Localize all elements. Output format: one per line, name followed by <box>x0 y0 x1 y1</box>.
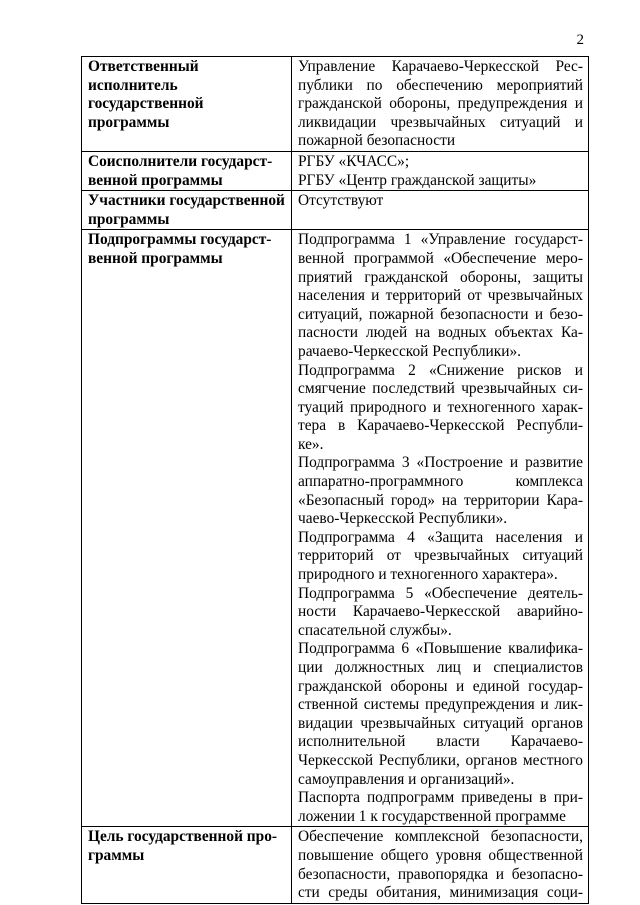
value-paragraph <box>298 585 583 641</box>
value-line: Отсутствуют <box>298 192 384 210</box>
value-line: ситуаций, пожарной безопасности и безо- <box>298 305 583 323</box>
value-paragraph <box>298 362 583 455</box>
value-line: ложении 1 к государственной программе <box>298 807 566 825</box>
value-paragraph <box>298 828 583 902</box>
value-line: Управление Карачаево-Черкесской Рес- <box>298 58 583 75</box>
row-label-line: Соисполнители государст- <box>88 152 273 170</box>
page-number: 2 <box>576 32 584 48</box>
value-line: природного и техногенного характера». <box>298 566 558 584</box>
row-value-cell <box>292 230 589 827</box>
value-line: исполнительной власти Карачаево- <box>298 733 583 751</box>
value-line: РГБУ «КЧАСС»; <box>298 152 410 170</box>
value-line: Черкесской Республики, органов местного <box>298 751 583 769</box>
value-line: пожарной безопасности <box>298 132 456 150</box>
value-line: аппаратно-программного комплекса <box>298 473 583 491</box>
value-line: венной программой «Обеспечение меро- <box>298 249 583 267</box>
row-label-cell <box>82 230 292 827</box>
value-line: Подпрограмма 2 «Снижение рисков и <box>298 361 583 379</box>
value-line: Обеспечение комплексной безопасности, <box>298 828 583 846</box>
row-label-line: программы <box>88 210 170 228</box>
value-line: приятий гражданской обороны, защиты <box>298 268 583 286</box>
value-line: тера в Карачаево-Черкесской Республи- <box>298 417 583 435</box>
row-label-line: Цель государственной про- <box>88 828 278 846</box>
row-label-line: венной программы <box>88 249 223 267</box>
table-row <box>82 230 589 827</box>
value-line: ственной системы предупреждения и лик- <box>298 696 583 714</box>
value-paragraph <box>298 454 583 528</box>
value-line: Паспорта подпрограмм приведены в при- <box>298 789 583 807</box>
table-body <box>82 57 589 904</box>
value-line: спасательной службы». <box>298 621 452 639</box>
table-row <box>82 57 589 152</box>
value-line: сти среды обитания, минимизация соци- <box>298 884 583 902</box>
value-paragraph <box>298 153 583 172</box>
value-line: самоуправления и организаций». <box>298 770 515 788</box>
row-label-cell <box>82 151 292 190</box>
value-line: пасности людей на водных объектах Ка- <box>298 324 583 342</box>
value-paragraph <box>298 192 583 211</box>
value-line: ции должностных лиц и специалистов <box>298 659 583 676</box>
row-label-line: Подпрограммы государст- <box>88 231 272 249</box>
value-line: рачаево-Черкесской Республики». <box>298 342 522 360</box>
value-line: ликвидации чрезвычайных ситуаций и <box>298 113 583 131</box>
value-line: публики по обеспечению мероприятий <box>298 76 583 94</box>
row-value-cell <box>292 57 589 152</box>
value-line: гражданской обороны, предупреждения и <box>298 95 583 113</box>
row-value-cell <box>292 827 589 903</box>
value-line: ности Карачаево-Черкесской аварийно- <box>298 603 583 621</box>
row-label-cell <box>82 57 292 152</box>
value-line: ке». <box>298 435 324 453</box>
value-line: гражданской обороны и единой государ- <box>298 677 583 695</box>
value-line: видации чрезвычайных ситуаций органов <box>298 714 583 732</box>
row-label-line: Участники государственной <box>88 192 285 210</box>
table-row <box>82 151 589 190</box>
row-label-cell <box>82 191 292 230</box>
value-line: Подпрограмма 1 «Управление государст- <box>298 231 583 249</box>
value-paragraph <box>298 231 583 361</box>
row-value-cell <box>292 191 589 230</box>
value-line: РГБУ «Центр гражданской защиты» <box>298 171 537 189</box>
value-line: смягчение последствий чрезвычайных си- <box>298 380 583 398</box>
row-label-line: Ответственный исполнитель <box>88 58 199 94</box>
value-line: Подпрограмма 4 «Защита населения и <box>298 528 583 546</box>
table-row <box>82 191 589 230</box>
row-label-cell <box>82 827 292 903</box>
value-line: Подпрограмма 6 «Повышение квалифика- <box>298 640 583 658</box>
value-line: туаций природного и техногенного харак- <box>298 398 583 416</box>
value-line: повышение общего уровня общественной <box>298 846 583 864</box>
value-paragraph <box>298 58 583 151</box>
row-label-line: граммы <box>88 846 145 864</box>
program-passport-table <box>81 56 589 904</box>
row-value-cell <box>292 151 589 190</box>
table-row <box>82 827 589 903</box>
row-label-line: государственной программы <box>88 95 204 131</box>
value-line: территорий от чрезвычайных ситуаций <box>298 547 583 565</box>
value-paragraph <box>298 529 583 585</box>
value-line: Подпрограмма 5 «Обеспечение деятель- <box>298 584 583 602</box>
value-line: населения и территорий от чрезвычайных <box>298 287 583 305</box>
value-paragraph <box>298 172 583 191</box>
value-paragraph <box>298 640 583 789</box>
value-line: Подпрограмма 3 «Построение и развитие <box>298 454 583 472</box>
value-line: чаево-Черкесской Республики». <box>298 510 508 528</box>
value-line: безопасности, правопорядка и безопасно- <box>298 865 583 883</box>
value-line: «Безопасный город» на территории Кара- <box>298 491 583 509</box>
row-label-line: венной программы <box>88 171 223 189</box>
value-paragraph <box>298 789 583 826</box>
